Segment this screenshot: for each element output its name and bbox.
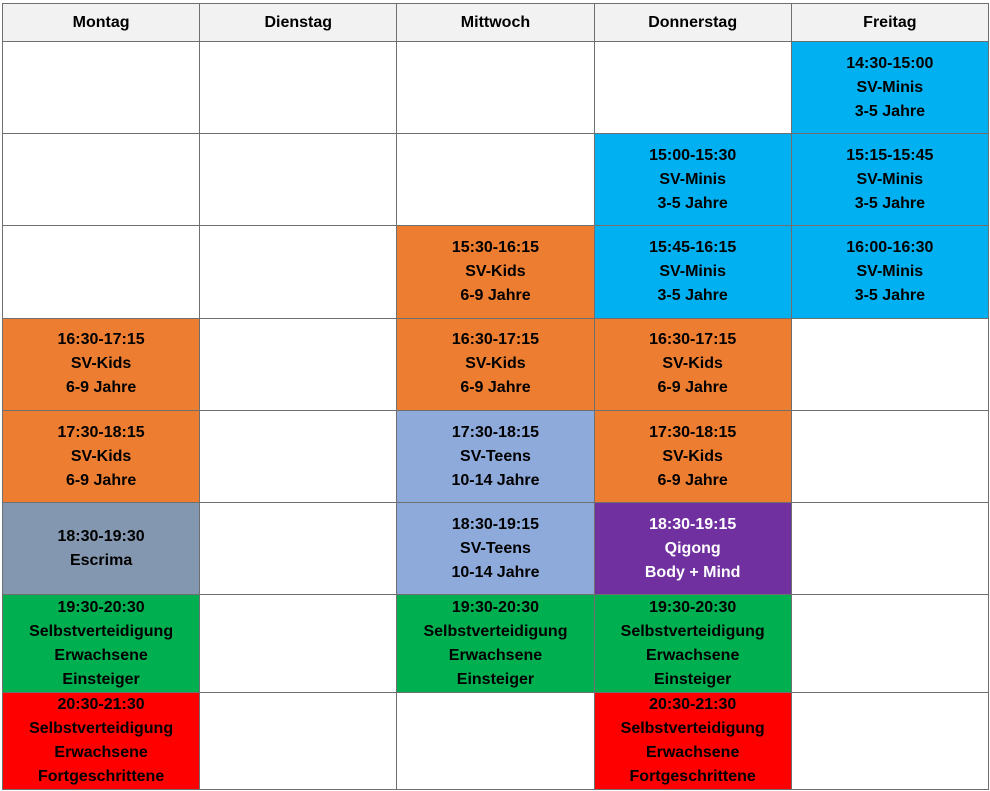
class-cell-friday [791,42,988,134]
class-name: SV-Kids [70,355,132,373]
class-cell-thursday [594,134,791,226]
schedule-row [3,226,989,318]
day-header-friday: Freitag [791,4,988,42]
class-time: 20:30-21:30 [57,695,145,713]
schedule-row [3,318,989,410]
empty-cell-tuesday [200,503,397,595]
class-cell-thursday [594,318,791,410]
class-detail: Einsteiger [653,670,732,688]
class-cell-monday [3,503,200,595]
class-cell-wednesday [397,503,594,595]
class-name: SV-Teens [460,539,531,557]
schedule-row [3,410,989,502]
class-cell-monday [3,692,200,789]
class-detail: Erwachsene [54,743,148,761]
class-time: 17:30-18:15 [451,423,540,441]
class-time: 15:30-16:15 [451,239,540,257]
class-detail: 3-5 Jahre [657,287,728,305]
schedule-row [3,134,989,226]
class-time: 19:30-20:30 [649,598,737,616]
class-cell-friday [791,134,988,226]
empty-cell-monday [3,226,200,318]
class-detail: Erwachsene [448,646,543,664]
class-time: 18:30-19:15 [649,515,737,533]
class-cell-thursday [594,226,791,318]
class-name: Selbstverteidigung [29,622,174,640]
class-detail: Fortgeschrittene [37,767,165,785]
empty-cell-friday [791,595,988,692]
class-name: Selbstverteidigung [29,719,174,737]
class-detail: Einsteiger [62,670,140,688]
class-name: SV-Minis [856,170,924,188]
class-cell-wednesday [397,226,594,318]
empty-cell-tuesday [200,42,397,134]
empty-cell-wednesday [397,692,594,789]
class-cell-thursday [594,503,791,595]
empty-cell-friday [791,503,988,595]
empty-cell-monday [3,42,200,134]
class-time: 16:30-17:15 [649,331,737,349]
schedule-row [3,692,989,789]
class-time: 16:30-17:15 [57,331,145,349]
class-detail: 3-5 Jahre [854,287,925,305]
class-name: Selbstverteidigung [620,622,765,640]
class-cell-monday [3,410,200,502]
class-cell-thursday [594,692,791,789]
class-name: SV-Kids [70,447,132,465]
schedule-row [3,42,989,134]
class-detail: Erwachsene [54,646,148,664]
class-detail: Einsteiger [456,670,535,688]
class-name: Selbstverteidigung [423,622,568,640]
class-cell-thursday [594,410,791,502]
class-name: Escrima [69,551,133,569]
empty-cell-thursday [594,42,791,134]
class-time: 19:30-20:30 [57,598,145,616]
class-time: 15:15-15:45 [846,146,934,164]
class-detail: 3-5 Jahre [854,194,925,212]
class-time: 18:30-19:15 [451,515,540,533]
class-detail: 3-5 Jahre [657,194,728,212]
class-detail: 3-5 Jahre [854,102,925,120]
class-detail: Erwachsene [645,743,740,761]
empty-cell-wednesday [397,134,594,226]
class-detail: 6-9 Jahre [657,471,728,489]
class-time: 15:00-15:30 [649,146,737,164]
class-detail: 10-14 Jahre [451,563,540,581]
class-name: Qigong [664,539,721,557]
empty-cell-tuesday [200,134,397,226]
class-detail: Erwachsene [645,646,740,664]
empty-cell-monday [3,134,200,226]
class-cell-wednesday [397,318,594,410]
class-name: SV-Minis [856,78,924,96]
schedule-header [3,4,989,42]
class-time: 16:00-16:30 [846,239,934,257]
class-cell-monday [3,595,200,692]
empty-cell-friday [791,692,988,789]
header-row [3,4,989,42]
class-cell-thursday [594,595,791,692]
class-detail: 6-9 Jahre [460,287,531,305]
class-time: 17:30-18:15 [57,423,145,441]
empty-cell-tuesday [200,410,397,502]
class-time: 16:30-17:15 [451,331,540,349]
class-cell-monday [3,318,200,410]
class-time: 15:45-16:15 [649,239,737,257]
class-name: Selbstverteidigung [620,719,765,737]
schedule-body [3,42,989,790]
schedule-row [3,503,989,595]
weekly-schedule-table [2,3,989,790]
day-header-thursday: Donnerstag [594,4,791,42]
empty-cell-friday [791,410,988,502]
class-detail: 6-9 Jahre [65,379,137,397]
class-time: 17:30-18:15 [649,423,737,441]
class-time: 20:30-21:30 [649,695,737,713]
class-detail: Fortgeschrittene [629,767,756,785]
empty-cell-tuesday [200,226,397,318]
class-name: SV-Kids [662,447,723,465]
empty-cell-tuesday [200,595,397,692]
class-time: 19:30-20:30 [451,598,540,616]
class-name: SV-Minis [659,263,726,281]
class-detail: 6-9 Jahre [460,379,531,397]
empty-cell-wednesday [397,42,594,134]
class-time: 18:30-19:30 [57,527,145,545]
class-name: SV-Teens [460,447,531,465]
class-detail: 6-9 Jahre [657,379,728,397]
class-time: 14:30-15:00 [846,54,934,72]
day-header-wednesday: Mittwoch [397,4,594,42]
class-name: SV-Minis [659,170,726,188]
class-cell-friday [791,226,988,318]
class-detail: 10-14 Jahre [451,471,540,489]
schedule-row [3,595,989,692]
day-header-tuesday: Dienstag [200,4,397,42]
class-name: SV-Kids [465,355,526,373]
class-name: SV-Minis [856,263,924,281]
class-detail: 6-9 Jahre [65,471,137,489]
class-detail: Body + Mind [644,563,741,581]
day-header-monday: Montag [3,4,200,42]
class-cell-wednesday [397,410,594,502]
empty-cell-tuesday [200,318,397,410]
class-name: SV-Kids [465,263,526,281]
empty-cell-friday [791,318,988,410]
class-name: SV-Kids [662,355,723,373]
class-cell-wednesday [397,595,594,692]
empty-cell-tuesday [200,692,397,789]
